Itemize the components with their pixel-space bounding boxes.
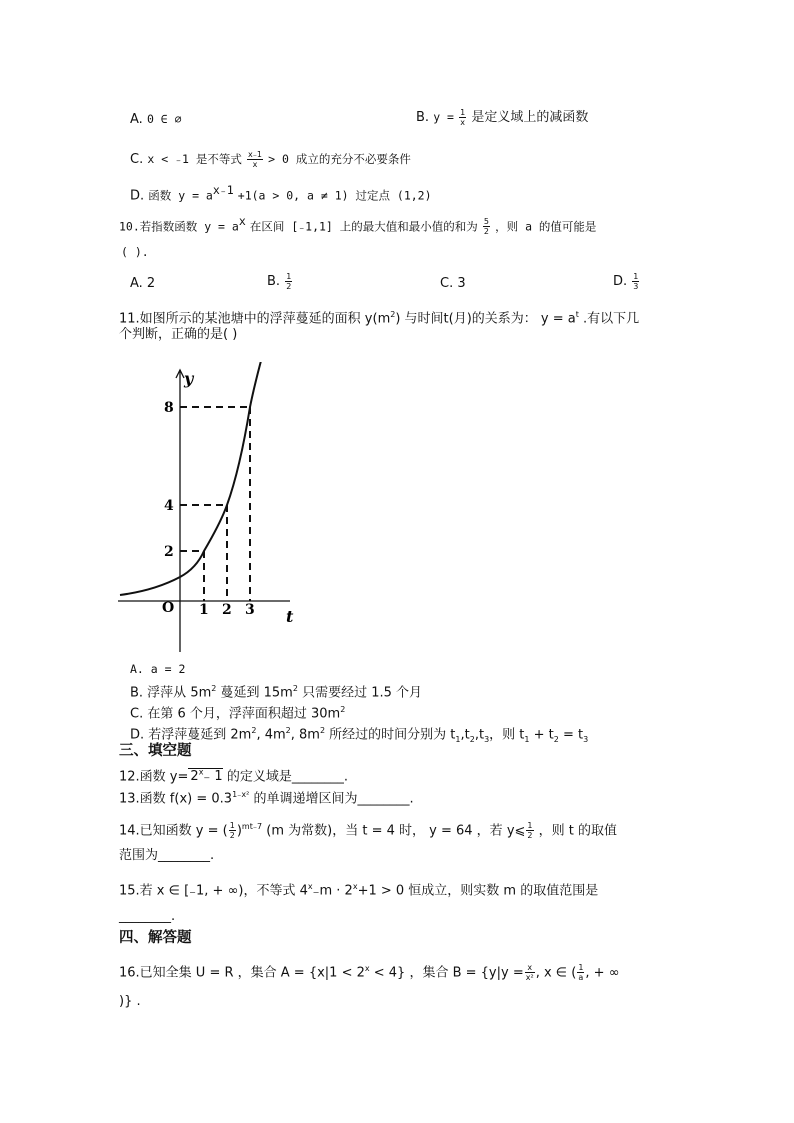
stem-text: ) bbox=[236, 823, 242, 839]
stem-text: , + ∞ bbox=[585, 965, 620, 981]
exponent: 1₋x² bbox=[232, 790, 250, 799]
option-text: ,t bbox=[474, 727, 485, 743]
subscript: 1 bbox=[455, 734, 461, 744]
superscript: 2 bbox=[285, 726, 291, 735]
numerator: 1 bbox=[633, 272, 639, 281]
exponent: t bbox=[575, 310, 579, 319]
q11-option-d bbox=[130, 722, 588, 749]
superscript: 2 bbox=[319, 726, 326, 735]
q12 bbox=[119, 764, 348, 786]
q14 bbox=[119, 818, 617, 840]
option-text: 只需要经过 1.5 个月 bbox=[297, 685, 423, 701]
superscript: 2 bbox=[251, 726, 257, 735]
superscript: 2 bbox=[340, 705, 346, 714]
subscript: 3 bbox=[583, 734, 589, 744]
q10-stem-line2: ( ). bbox=[121, 245, 149, 259]
radicand: 2 bbox=[190, 769, 199, 785]
option-text: 蔓延到 15m bbox=[216, 685, 293, 701]
q11-stem bbox=[119, 306, 639, 328]
denominator: 2 bbox=[527, 831, 533, 841]
x-axis-label: t bbox=[286, 607, 294, 626]
stem-text: 15.若 x ∈ [₋1, + ∞)，不等式 4 bbox=[119, 883, 308, 899]
exponent: x bbox=[307, 882, 313, 891]
q11-option-c bbox=[130, 701, 345, 723]
denominator: 2 bbox=[229, 831, 235, 841]
q9-option-c bbox=[130, 150, 411, 169]
exponent: x bbox=[238, 214, 246, 228]
q11-stem-line2: 个判断，正确的是( ) bbox=[119, 327, 238, 342]
fraction bbox=[577, 963, 584, 982]
option-text: B. 浮萍从 5m bbox=[130, 685, 212, 701]
numerator: x bbox=[525, 963, 535, 973]
option-label: B. bbox=[267, 274, 281, 289]
option-text: ,t bbox=[460, 727, 470, 743]
x-tick-label: 2 bbox=[222, 602, 232, 618]
growth-graph bbox=[118, 362, 298, 654]
option-label: A. bbox=[130, 112, 143, 127]
stem-text: ，则 t 的取值 bbox=[538, 823, 618, 839]
q11-option-b bbox=[130, 680, 422, 702]
exponent: mt₋7 bbox=[241, 822, 263, 831]
denominator: x bbox=[252, 160, 258, 169]
option-label: C. bbox=[130, 152, 144, 167]
stem-text: 11.如图所示的某池塘中的浮萍蔓延的面积 y(m bbox=[119, 311, 391, 327]
stem-text: 10.若指数函数 y = a bbox=[119, 219, 239, 234]
denominator: 2 bbox=[286, 282, 292, 291]
superscript: 2 bbox=[211, 684, 217, 693]
option-text: x < ₋1 是不等式 bbox=[147, 152, 242, 166]
stem-text: 16.已知全集 U = R ，集合 A = {x|1 < 2 bbox=[119, 965, 365, 981]
stem-text: < 4} ，集合 B = {y|y = bbox=[373, 965, 524, 981]
exponent: x₋1 bbox=[212, 183, 234, 197]
q10-option-d bbox=[613, 272, 640, 291]
q16-line2: )} . bbox=[119, 994, 141, 1009]
q10-stem bbox=[119, 212, 596, 236]
fraction bbox=[229, 821, 236, 840]
exponent: x bbox=[198, 768, 204, 777]
option-expr: y = bbox=[433, 110, 454, 124]
fraction bbox=[459, 108, 466, 127]
option-text: 0 ∈ ∅ bbox=[146, 112, 182, 126]
stem-text: .有以下几 bbox=[583, 311, 640, 327]
stem-text: ，则 a 的值可能是 bbox=[495, 219, 597, 234]
q13 bbox=[119, 786, 414, 808]
subscript: 2 bbox=[469, 734, 475, 744]
numerator: 1 bbox=[460, 108, 466, 117]
subscript: 2 bbox=[553, 734, 559, 744]
denominator: 2 bbox=[483, 227, 490, 237]
option-label: D. bbox=[130, 188, 145, 204]
exponential-curve bbox=[120, 362, 262, 595]
q15 bbox=[119, 878, 598, 900]
stem-text: 12.函数 y= bbox=[119, 769, 189, 785]
fraction bbox=[526, 821, 533, 840]
q9-option-a bbox=[130, 110, 182, 129]
superscript: 2 bbox=[390, 310, 396, 319]
radicand: ₋ 1 bbox=[203, 769, 223, 785]
option-text: 是定义域上的减函数 bbox=[471, 110, 589, 125]
option-text: ，则 t bbox=[489, 727, 525, 743]
option-text: D. 若浮萍蔓延到 2m bbox=[130, 727, 252, 743]
stem-text: 的定义域是________. bbox=[226, 769, 348, 785]
subscript: 3 bbox=[484, 734, 490, 744]
numerator: 1 bbox=[286, 272, 292, 281]
x-tick-label: 1 bbox=[199, 602, 209, 618]
stem-text: , x ∈ ( bbox=[535, 965, 577, 981]
q14-line2: 范围为________. bbox=[119, 848, 215, 863]
stem-text: 在区间 [₋1,1] 上的最大值和最小值的和为 bbox=[249, 219, 478, 234]
fraction bbox=[525, 963, 535, 982]
option-text: C. 在第 6 个月，浮萍面积超过 30m bbox=[130, 706, 341, 722]
option-text: , 4m bbox=[256, 727, 286, 743]
fraction bbox=[632, 272, 639, 291]
denominator: x bbox=[460, 118, 466, 127]
q9-option-d bbox=[130, 181, 432, 205]
stem-text: 的单调递增区间为________. bbox=[253, 791, 414, 807]
option-text: = t bbox=[558, 727, 584, 743]
section-heading-answer: 四、解答题 bbox=[119, 930, 192, 946]
q11-option-a: A. a = 2 bbox=[130, 662, 186, 676]
y-tick-label: 8 bbox=[164, 400, 174, 416]
stem-text: ) 与时间t(月)的关系为： y = a bbox=[395, 311, 576, 327]
y-tick-label: 2 bbox=[164, 544, 174, 560]
q10-option-c: C. 3 bbox=[440, 276, 466, 291]
option-text: +1(a > 0, a ≠ 1) 过定点 (1,2) bbox=[237, 188, 432, 203]
fraction bbox=[247, 150, 263, 169]
square-root bbox=[188, 768, 222, 784]
q16 bbox=[119, 960, 620, 982]
y-tick-label: 4 bbox=[164, 498, 174, 514]
section-heading-fill-blank: 三、填空题 bbox=[119, 743, 192, 759]
q10-option-b bbox=[267, 272, 293, 291]
option-text: > 0 成立的充分不必要条件 bbox=[268, 152, 411, 166]
denominator: a bbox=[578, 973, 584, 983]
stem-text: ₋m · 2 bbox=[312, 883, 353, 899]
superscript: 2 bbox=[292, 684, 298, 693]
denominator: x² bbox=[525, 973, 534, 983]
q9-option-b bbox=[416, 108, 588, 127]
option-text: + t bbox=[529, 727, 554, 743]
subscript: 1 bbox=[524, 734, 530, 744]
q10-option-a: A. 2 bbox=[130, 276, 156, 291]
fraction bbox=[285, 272, 292, 291]
numerator: 5 bbox=[483, 217, 490, 227]
numerator: x₋1 bbox=[247, 150, 263, 159]
option-label: D. bbox=[613, 274, 628, 289]
exponent: x bbox=[364, 964, 370, 973]
numerator: 1 bbox=[578, 963, 584, 973]
exponent: x bbox=[352, 882, 358, 891]
option-text: , 8m bbox=[290, 727, 320, 743]
q15-line2: ________. bbox=[119, 909, 176, 924]
x-tick-label: 3 bbox=[245, 602, 255, 618]
origin-label: O bbox=[162, 600, 175, 616]
denominator: 3 bbox=[633, 282, 639, 291]
numerator: 1 bbox=[229, 821, 235, 831]
y-axis-label: y bbox=[184, 369, 194, 388]
stem-text: +1 > 0 恒成立，则实数 m 的取值范围是 bbox=[357, 883, 599, 899]
option-text: 函数 y = a bbox=[148, 188, 213, 203]
stem-text: 13.函数 f(x) = 0.3 bbox=[119, 791, 233, 807]
fraction bbox=[483, 217, 490, 236]
option-text: 所经过的时间分别为 t bbox=[325, 727, 456, 743]
numerator: 1 bbox=[527, 821, 533, 831]
stem-text: (m 为常数)，当 t = 4 时， y = 64 ，若 y⩽ bbox=[266, 823, 526, 839]
stem-text: 14.已知函数 y = ( bbox=[119, 823, 228, 839]
option-label: B. bbox=[416, 110, 430, 125]
